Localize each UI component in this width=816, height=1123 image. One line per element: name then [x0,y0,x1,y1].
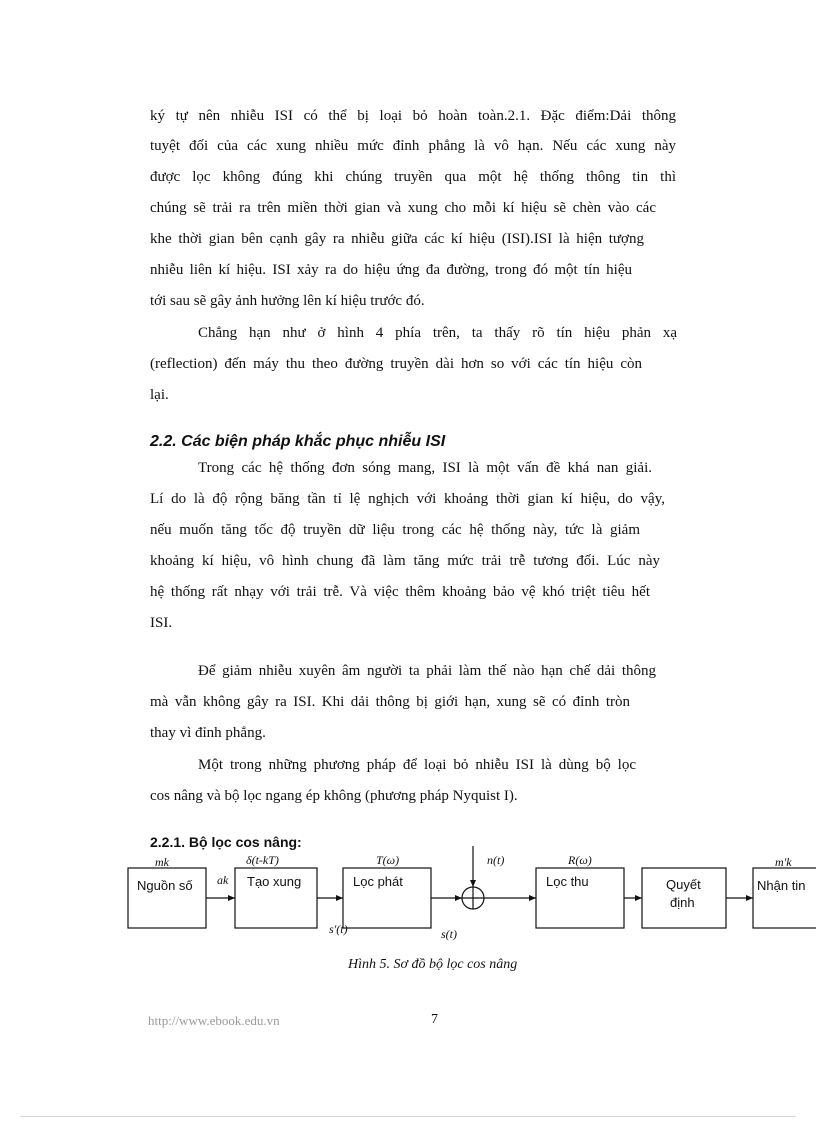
signal-R-omega: R(ω) [568,853,592,867]
paragraph-3-line-4: khoảng kí hiệu, vô hình chung đã làm tăng mức trải trễ tương đối. Lúc này [150,553,660,569]
paragraph-4-line-3: thay vì đỉnh phẳng. [150,725,266,741]
paragraph-3-line-5: hệ thống rất nhạy với trải trễ. Và việc thêm khoảng bảo vệ khó triệt tiêu hết [150,584,650,600]
paragraph-3-line-3: nếu muốn tăng tốc độ truyền dữ liệu trong các hệ thống này, tức là giảm [150,522,640,538]
signal-T-omega: T(ω) [376,853,400,867]
signal-delta: δ(t-kT) [246,853,279,867]
signal-s-prime: s'(t) [329,922,348,936]
block-label-decision-1: Quyết [666,877,701,892]
section-heading: 2.2. Các biện pháp khắc phục nhiễu ISI [150,433,446,450]
paragraph-3-line-6: ISI. [150,615,173,631]
subsection-heading: 2.2.1. Bộ lọc cos nâng: [150,834,302,850]
page-bottom-rule [20,1116,796,1117]
signal-noise: n(t) [487,853,505,867]
paragraph-1-line-6: nhiễu liên kí hiệu. ISI xảy ra do hiệu ứng đa đường, trong đó một tín hiệu [150,262,632,278]
paragraph-4-line-2: mà vẫn không gây ra ISI. Khi dải thông bị giới hạn, xung sẽ có đỉnh tròn [150,694,630,710]
paragraph-2-line-3: lại. [150,387,169,403]
signal-ak: ak [217,873,229,887]
paragraph-2-line-2: (reflection) đến máy thu theo đường truyền dài hơn so với các tín hiệu còn [150,356,642,372]
signal-s: s(t) [441,927,457,941]
block-label-pulse-gen: Tạo xung [247,874,302,889]
block-label-rx-filter: Lọc thu [546,874,589,889]
paragraph-1-line-2: tuyệt đối của các xung nhiều mức đỉnh phẳng là vô hạn. Nếu các xung này [150,138,676,154]
paragraph-3-line-1: Trong các hệ thống đơn sóng mang, ISI là một vấn đề khá nan giải. [198,460,652,476]
paragraph-1-line-1: ký tự nên nhiễu ISI có thể bị loại bỏ hoàn toàn.2.1. Đặc điểm:Dải thông [150,108,676,124]
block-source [128,868,206,928]
signal-mk: mk [155,855,169,869]
paragraph-4-line-1: Để giảm nhiễu xuyên âm người ta phải làm thế nào hạn chế dải thông [198,663,656,679]
page-number: 7 [431,1012,438,1027]
block-label-decision-2: định [670,895,695,910]
paragraph-5-line-2: cos nâng và bộ lọc ngang ép không (phương pháp Nyquist I). [150,788,518,804]
block-receiver [753,868,816,928]
paragraph-1-line-4: chúng sẽ trải ra trên miền thời gian và xung cho mỗi kí hiệu sẽ chèn vào các [150,200,656,216]
figure-caption: Hình 5. Sơ đồ bộ lọc cos nâng [348,957,518,972]
paragraph-1-line-5: khe thời gian bên cạnh gây ra nhiễu giữa các kí hiệu (ISI).ISI là hiện tượng [150,231,644,247]
signal-mk-hat: m'k [775,855,792,869]
paragraph-2-line-1: Chẳng hạn như ở hình 4 phía trên, ta thấy rõ tín hiệu phản xạ [198,325,677,341]
paragraph-5-line-1: Một trong những phương pháp để loại bỏ nhiễu ISI là dùng bộ lọc [198,757,636,773]
block-label-tx-filter: Lọc phát [353,874,403,889]
paragraph-1-line-3: được lọc không đúng khi chúng truyền qua một hệ thống thông tin thì [150,169,676,185]
paragraph-1-line-7: tới sau sẽ gây ảnh hưởng lên kí hiệu trước đó. [150,293,425,309]
footer-url[interactable]: http://www.ebook.edu.vn [148,1013,280,1028]
block-label-receiver: Nhận tin [757,878,806,893]
block-label-source: Nguồn số [137,878,193,893]
paragraph-3-line-2: Lí do là độ rộng băng tần tỉ lệ nghịch với khoảng thời gian kí hiệu, do vậy, [150,491,665,507]
